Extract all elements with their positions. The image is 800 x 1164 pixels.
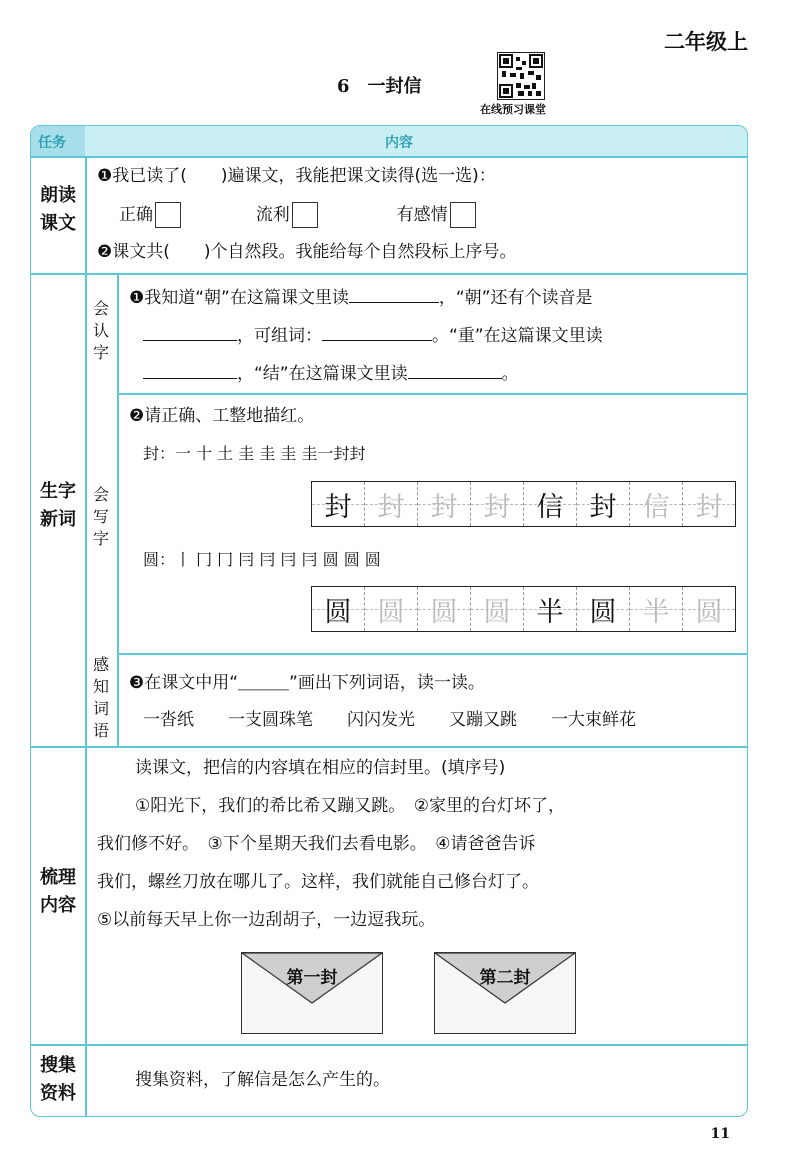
sort-label-line1: 梳理 bbox=[40, 867, 76, 888]
recognize-l2-a: ，可组词： bbox=[237, 326, 322, 346]
recognize-line-2 bbox=[143, 322, 603, 348]
blank-jie-reading[interactable] bbox=[408, 360, 502, 379]
write-sub-1: 会 bbox=[92, 485, 109, 504]
header-content: 内容 bbox=[385, 135, 413, 151]
collect-label-line1: 搜集 bbox=[40, 1055, 76, 1076]
word-item: 一大束鲜花 bbox=[551, 710, 636, 730]
lesson-title-text: 一封信 bbox=[367, 76, 422, 97]
yuan-stroke-order: 圆：丨 冂 冂 冃 冃 冃 冃 圆 圆 圆 bbox=[143, 550, 381, 569]
feng-cell-2: 封 bbox=[377, 491, 405, 523]
feng-cell-8: 封 bbox=[695, 491, 723, 523]
sort-line-4: ⑤以前每天早上你一边刮胡子，一边逗我玩。 bbox=[97, 910, 436, 930]
recognize-sub-3: 字 bbox=[92, 343, 109, 362]
lesson-title bbox=[337, 72, 422, 98]
feng-tracing-grid[interactable] bbox=[311, 481, 736, 527]
read-label-line1: 朗读 bbox=[40, 185, 76, 206]
recognize-l1-a: ❶我知道“朝”在这篇课文里读 bbox=[129, 288, 349, 308]
grade-label: 二年级上 bbox=[664, 29, 748, 54]
envelope-first-label: 第一封 bbox=[286, 968, 338, 988]
feng-cell-3: 封 bbox=[430, 491, 458, 523]
qr-code-icon bbox=[498, 53, 544, 99]
yuan-cell-5: 半 bbox=[536, 596, 564, 628]
envelope-second[interactable] bbox=[434, 952, 576, 1034]
yuan-cell-4: 圆 bbox=[483, 596, 511, 628]
yuan-cell-3: 圆 bbox=[430, 596, 458, 628]
envelope-first[interactable] bbox=[241, 952, 383, 1034]
write-sublabel bbox=[90, 484, 112, 550]
blank-zhao-alt-reading[interactable] bbox=[143, 322, 237, 341]
page-number: 11 bbox=[710, 1126, 730, 1142]
word-item: 闪闪发光 bbox=[347, 710, 415, 730]
read-question-2: ❷课文共( )个自然段。我能给每个自然段标上序号。 bbox=[97, 242, 517, 262]
feng-stroke-order: 封：⼀ ⼗ 土 圭 圭 圭 圭⼀封封 bbox=[143, 444, 366, 463]
sort-intro: 读课文，把信的内容填在相应的信封里。(填序号) bbox=[135, 758, 506, 778]
header-task: 任务 bbox=[38, 135, 66, 151]
read-options bbox=[119, 202, 476, 228]
perceive-sub-1: 感 bbox=[92, 655, 109, 674]
option-emotion-label: 有感情 bbox=[396, 205, 448, 225]
recognize-sublabel bbox=[90, 298, 112, 364]
feng-cell-7: 信 bbox=[642, 491, 670, 523]
write-instruction: ❷请正确、工整地描红。 bbox=[129, 406, 315, 426]
sort-label-line2: 内容 bbox=[40, 895, 76, 916]
blank-zhong-reading[interactable] bbox=[143, 360, 237, 379]
worksheet-table bbox=[30, 125, 748, 1117]
perceive-sublabel bbox=[90, 654, 112, 742]
yuan-cell-8: 圆 bbox=[695, 596, 723, 628]
sort-section-label bbox=[31, 864, 85, 920]
recognize-sub-2: 认 bbox=[92, 321, 109, 340]
yuan-cell-6: 圆 bbox=[589, 596, 617, 628]
write-sub-3: 字 bbox=[92, 529, 109, 548]
collect-text: 搜集资料，了解信是怎么产生的。 bbox=[135, 1070, 390, 1090]
table-header bbox=[31, 126, 747, 156]
words-label-line1: 生字 bbox=[40, 481, 76, 502]
sort-line-3: 我们，螺丝刀放在哪儿了。这样，我们就能自己修台灯了。 bbox=[97, 872, 539, 892]
recognize-l1-b: ，“朝”还有个读音是 bbox=[438, 288, 593, 308]
read-question-1: ❶我已读了( )遍课文，我能把课文读得(选一选)： bbox=[97, 166, 496, 186]
option-fluent-label: 流利 bbox=[255, 205, 290, 225]
option-correct-checkbox[interactable] bbox=[155, 202, 181, 228]
perceive-sub-3: 词 bbox=[92, 699, 109, 718]
words-label-line2: 新词 bbox=[40, 509, 76, 530]
option-fluent-checkbox[interactable] bbox=[292, 202, 318, 228]
yuan-cell-1: 圆 bbox=[324, 596, 352, 628]
read-label-line2: 课文 bbox=[40, 213, 76, 234]
word-item: 又蹦又跳 bbox=[449, 710, 517, 730]
perceive-sub-2: 知 bbox=[92, 677, 109, 696]
feng-cell-1: 封 bbox=[324, 491, 352, 523]
recognize-line-3 bbox=[143, 360, 519, 386]
recognize-l3-b: 。 bbox=[501, 364, 519, 384]
feng-cell-4: 封 bbox=[483, 491, 511, 523]
yuan-tracing-grid[interactable] bbox=[311, 586, 736, 632]
perceive-sub-4: 语 bbox=[92, 721, 109, 740]
yuan-cell-2: 圆 bbox=[377, 596, 405, 628]
sort-line-2: 我们修不好。 ③下个星期天我们去看电影。 ④请爸爸告诉 bbox=[97, 834, 536, 854]
qr-caption: 在线预习课堂 bbox=[480, 103, 546, 116]
feng-cell-6: 封 bbox=[589, 491, 617, 523]
collect-label-line2: 资料 bbox=[40, 1083, 76, 1104]
sort-line-1: ①阳光下，我们的希比希又蹦又跳。 ②家里的台灯坏了， bbox=[135, 796, 565, 816]
word-item: 一支圆珠笔 bbox=[228, 710, 313, 730]
blank-zhao-word[interactable] bbox=[322, 322, 432, 341]
recognize-line-1 bbox=[129, 284, 592, 310]
perceive-word-list bbox=[143, 708, 636, 732]
word-item: 一沓纸 bbox=[143, 710, 194, 730]
yuan-cell-7: 半 bbox=[642, 596, 670, 628]
envelope-second-label: 第二封 bbox=[479, 968, 531, 988]
qr-code[interactable] bbox=[497, 52, 545, 100]
words-section-label bbox=[31, 478, 85, 534]
collect-section-label bbox=[31, 1052, 85, 1108]
blank-zhao-reading[interactable] bbox=[349, 284, 439, 303]
option-correct-label: 正确 bbox=[119, 205, 153, 225]
lesson-number: 6 bbox=[337, 76, 350, 97]
option-emotion-checkbox[interactable] bbox=[450, 202, 476, 228]
recognize-sub-1: 会 bbox=[92, 299, 109, 318]
feng-cell-5: 信 bbox=[536, 491, 564, 523]
read-section-label bbox=[31, 182, 85, 238]
recognize-l3-a: ，“结”在这篇课文里读 bbox=[237, 364, 408, 384]
recognize-l2-b: 。“重”在这篇课文里读 bbox=[432, 326, 603, 346]
perceive-instruction: ❸在课文中用“＿＿＿”画出下列词语，读一读。 bbox=[129, 673, 485, 693]
write-sub-2: 写 bbox=[92, 507, 109, 526]
